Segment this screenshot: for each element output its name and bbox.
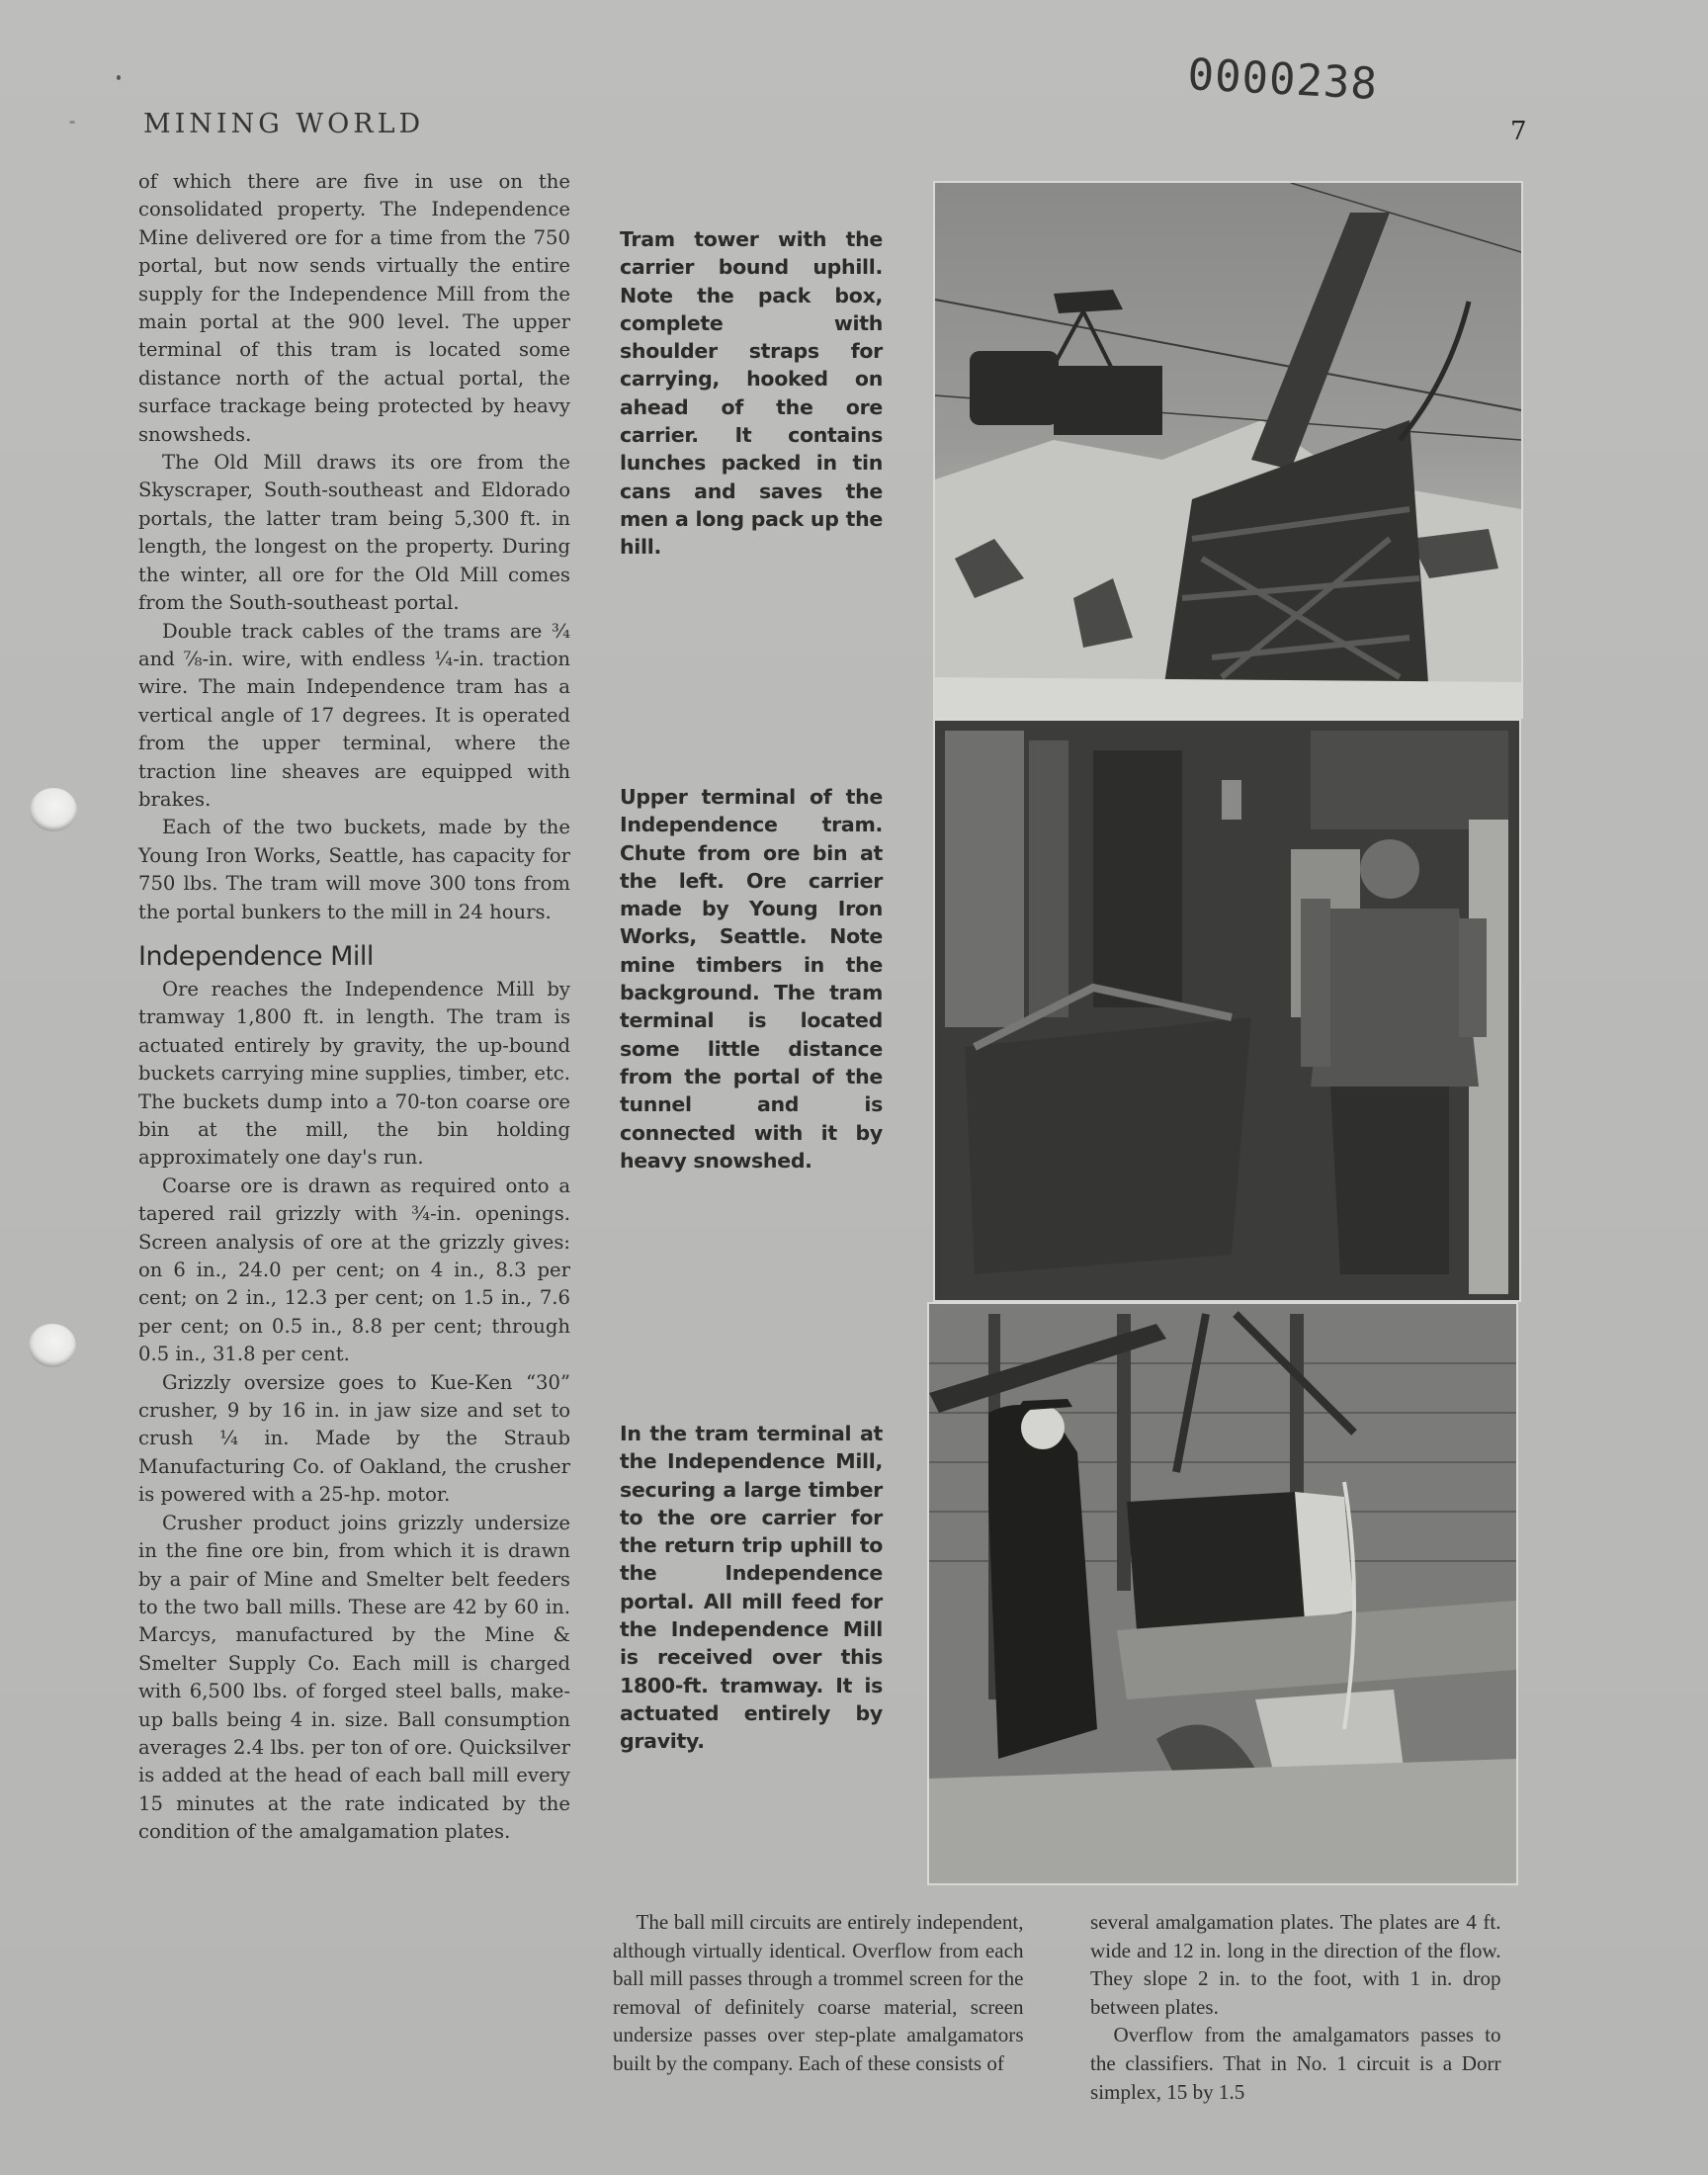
mill-terminal-illustration	[929, 1304, 1516, 1883]
punch-hole-bottom	[29, 1324, 76, 1367]
photo-caption-upper-terminal: Upper terminal of the Independence tram. Chute from ore bin at the left. Ore carrier made by Young Iron Works, Seattle. Note mine timbers in the background. The tram terminal is located some little distance from the portal of the tunnel and is connected with it by heavy snowshed.	[620, 785, 883, 1173]
punch-hole-top	[30, 788, 77, 831]
photo-mill-tram-terminal	[927, 1302, 1518, 1885]
left-article-column	[138, 168, 570, 1847]
section-heading: Independence Mill	[138, 940, 374, 972]
publication-title: MINING WORLD	[143, 109, 425, 139]
bottom-middle-column	[613, 1908, 1024, 2078]
paragraph: Grizzly oversize goes to Kue-Ken “30” crusher, 9 by 16 in. in jaw size and set to crush ¼ in. Made by the Straub Manufacturing Co. of Oakland, the crusher is powered with a 25-hp. motor.	[138, 1370, 570, 1507]
paper-speck	[117, 75, 121, 80]
page-number: 7	[1510, 117, 1527, 146]
bottom-right-column	[1090, 1908, 1501, 2106]
photo-tram-tower	[933, 181, 1523, 719]
photo-caption-mill-terminal: In the tram terminal at the Independence Mill, securing a large timber to the ore carrier for the return trip uphill to the Independence portal. All mill feed for the Independence Mill is received over this 1800-ft. tramway. It is actuated entirely by gravity.	[620, 1422, 883, 1754]
paper-speck	[69, 121, 75, 124]
paragraph: The Old Mill draws its ore from the Skyscraper, South-southeast and Eldorado portals, the latter tram being 5,300 ft. in length, the longest on the property. During the winter, all ore for the Old Mill comes from the South-southeast portal.	[138, 451, 570, 615]
paragraph: Double track cables of the trams are ¾ and ⅞-in. wire, with endless ¼-in. traction wire. The main Independence tram has a vertical angle of 17 degrees. It is operated from the upper terminal, where the traction line sheaves are equipped with brakes.	[138, 619, 570, 811]
paragraph: several amalgamation plates. The plates are 4 ft. wide and 12 in. long in the direction of the flow. They slope 2 in. to the foot, with 1 in. drop between plates.	[1090, 1910, 1501, 2019]
paragraph: The ball mill circuits are entirely independent, although virtually identical. Overflow from each ball mill passes through a trommel screen for the removal of definitely coarse material, screen undersize passes over step-plate amalgamators built by the company. Each of these consists of	[613, 1910, 1024, 2075]
paragraph: Ore reaches the Independence Mill by tramway 1,800 ft. in length. The tram is actuated entirely by gravity, the up-bound buckets carrying mine supplies, timber, etc. The buckets dump into a 70-ton coarse ore bin at the mill, the bin holding approximately one day's run.	[138, 977, 570, 1170]
paragraph: Coarse ore is drawn as required onto a tapered rail grizzly with ¾-in. openings. Screen analysis of ore at the grizzly gives: on 6 in., 24.0 per cent; on 4 in., 8.3 per cent; on 2 in., 12.3 per cent; on 1.5 in., 7.6 per cent; on 0.5 in., 8.8 per cent; through 0.5 in., 31.8 per cent.	[138, 1174, 570, 1366]
tram-tower-illustration	[935, 183, 1521, 717]
paragraph: Each of the two buckets, made by the Young Iron Works, Seattle, has capacity for 750 lbs. The tram will move 300 tons from the portal bunkers to the mill in 24 hours.	[138, 816, 570, 923]
paragraph: Overflow from the amalgamators passes to the classifiers. That in No. 1 circuit is a Dorr simplex, 15 by 1.5	[1090, 2023, 1501, 2104]
document-stamp: 0000238	[1186, 49, 1380, 111]
photo-caption-tram-tower: Tram tower with the carrier bound uphill. Note the pack box, complete with shoulder straps for carrying, hooked on ahead of the ore carrier. It contains lunches packed in tin cans and saves the men a long pack up the hill.	[620, 227, 883, 560]
photo-upper-terminal	[933, 719, 1521, 1302]
paragraph: Crusher product joins grizzly undersize in the fine ore bin, from which it is drawn by a pair of Mine and Smelter belt feeders to the two ball mills. These are 42 by 60 in. Marcys, manufactured by the Mine & Smelter Supply Co. Each mill is charged with 6,500 lbs. of forged steel balls, make-up balls being 4 in. size. Ball consumption averages 2.4 lbs. per ton of ore. Quicksilver is added at the head of each ball mill every 15 minutes at the rate indicated by the condition of the amalgamation plates.	[138, 1511, 570, 1844]
paragraph: of which there are five in use on the consolidated property. The Independence Mine delivered ore for a time from the 750 portal, but now sends virtually the entire supply for the Independence Mill from the main portal at the 900 level. The upper terminal of this tram is located some distance north of the actual portal, the surface trackage being protected by heavy snowsheds.	[138, 170, 570, 446]
upper-terminal-illustration	[935, 721, 1519, 1300]
